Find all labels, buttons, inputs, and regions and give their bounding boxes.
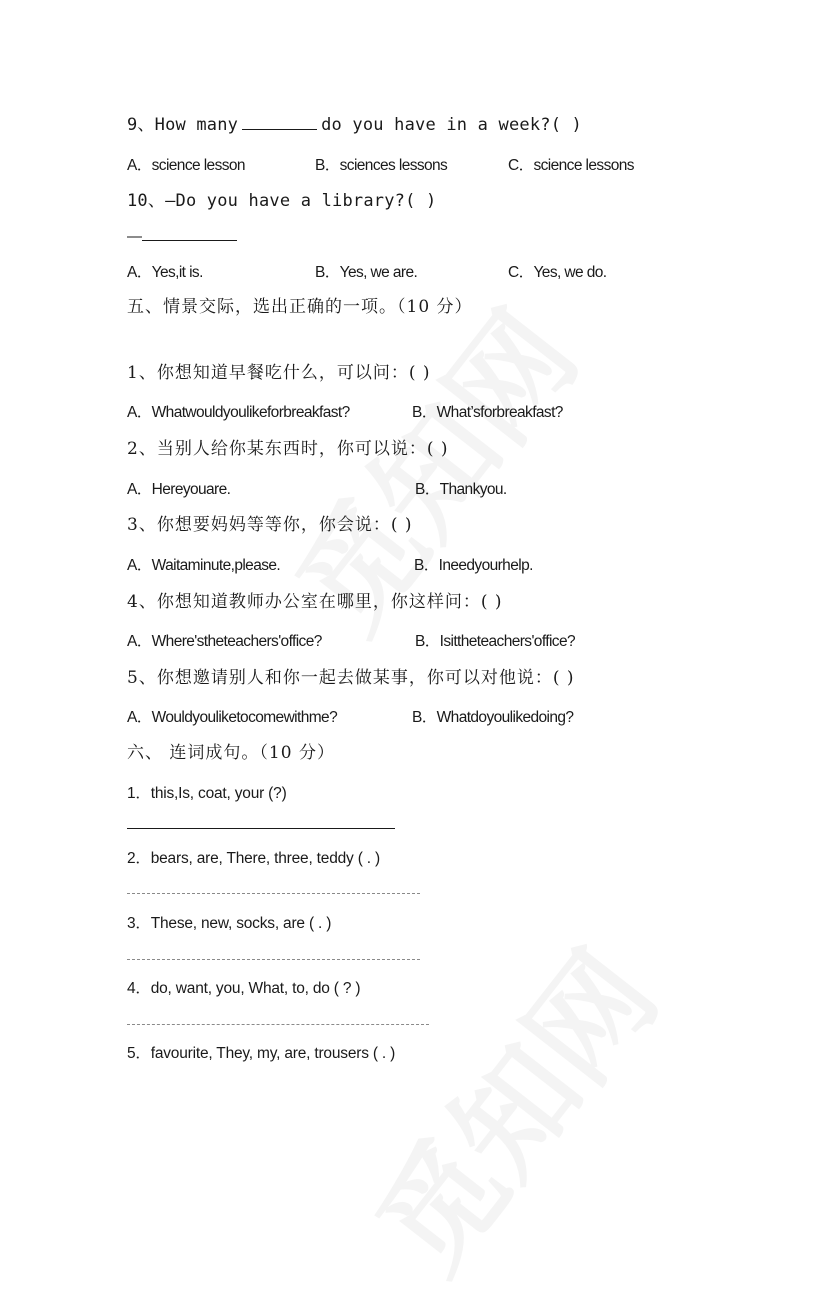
s5-question-5-options [127, 705, 687, 725]
s5-question-1-options [127, 400, 687, 420]
option-c[interactable]: C．Yes, we do. [508, 264, 607, 281]
question-9-pre: 9、How many [127, 115, 239, 135]
s6-item-2: 2．bears, are, There, three, teddy ( . ) [127, 850, 380, 867]
answer-blank[interactable] [242, 115, 317, 130]
answer-line-1[interactable] [127, 828, 395, 829]
option-b[interactable]: B．What’sforbreakfast? [412, 404, 563, 421]
option-b[interactable]: B．Ineedyourhelp. [414, 557, 533, 574]
s6-item-5: 5．favourite, They, my, are, trousers ( . ) [127, 1045, 396, 1062]
answer-line-4[interactable] [127, 1024, 429, 1025]
question-10-answer-line[interactable] [127, 226, 237, 245]
question-10-options [127, 260, 687, 280]
section-5-title: 五、情景交际，选出正确的一项。（10 分） [127, 297, 473, 317]
s6-item-3: 3．These, new, socks, are ( . ) [127, 915, 332, 932]
question-9 [127, 110, 582, 135]
option-b[interactable]: B．Isittheteachers'office? [415, 633, 575, 650]
option-b[interactable]: B．Yes, we are. [315, 264, 418, 281]
question-9-options [127, 153, 687, 173]
question-10: 10、—Do you have a library?( ) [127, 191, 437, 211]
watermark [331, 911, 688, 1301]
s5-question-3-options [127, 553, 687, 573]
s5-question-4-options [127, 629, 687, 649]
section-6-title: 六、 连词成句。（10 分） [127, 743, 335, 763]
s6-item-1: 1．this,Is, coat, your (?) [127, 785, 287, 802]
option-b[interactable]: B．Whatdoyoulikedoing? [412, 709, 574, 726]
option-c[interactable]: C．science lessons [508, 157, 634, 174]
s5-question-5: 5、你想邀请别人和你一起去做某事，你可以对他说：( ) [127, 668, 575, 688]
option-b[interactable]: B．Thankyou. [415, 481, 507, 498]
answer-line-3[interactable] [127, 959, 420, 960]
s5-question-2-options [127, 477, 687, 497]
option-a[interactable]: A．Hereyouare. [127, 481, 231, 498]
option-a[interactable]: A．Wouldyouliketocomewithme? [127, 709, 338, 726]
option-a[interactable]: A．Where'stheteachers'office? [127, 633, 322, 650]
s5-question-4: 4、你想知道教师办公室在哪里，你这样问：( ) [127, 592, 503, 612]
option-a[interactable]: A．science lesson [127, 157, 245, 174]
option-a[interactable]: A．Whatwouldyoulikeforbreakfast? [127, 404, 350, 421]
answer-line-2[interactable] [127, 893, 420, 894]
question-9-post: do you have in a week?( ) [321, 115, 582, 135]
s5-question-2: 2、当别人给你某东西时，你可以说：( ) [127, 439, 449, 459]
s6-item-4: 4．do, want, you, What, to, do ( ? ) [127, 980, 361, 997]
s5-question-1: 1、你想知道早餐吃什么，可以问：( ) [127, 363, 431, 383]
option-a[interactable]: A．Yes,it is. [127, 264, 203, 281]
s5-question-3: 3、你想要妈妈等等你，你会说：( ) [127, 515, 413, 535]
option-a[interactable]: A．Waitaminute,please. [127, 557, 281, 574]
option-b[interactable]: B．sciences lessons [315, 157, 448, 174]
dash-prefix: — [127, 228, 142, 245]
